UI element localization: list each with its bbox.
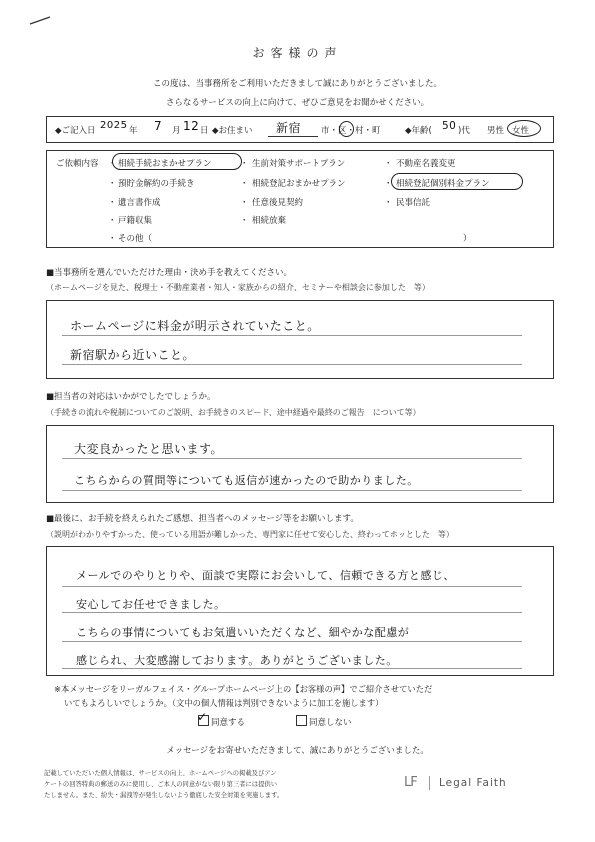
- day-unit: 日: [200, 126, 209, 136]
- year-unit: 年: [129, 126, 138, 136]
- disagree-label: 同意しない: [309, 718, 352, 728]
- q1-answer-box: [46, 300, 554, 379]
- service-other-label: その他（: [118, 234, 153, 244]
- month-unit: 月: [172, 126, 181, 136]
- selected-circle-inheritance: [112, 153, 242, 170]
- gender-female: 女性: [512, 126, 530, 136]
- q1-answer-line-1: ホームページに料金が明示されていたこと。: [70, 319, 320, 333]
- service-deposit: 預貯金解約の手続き: [118, 179, 195, 189]
- gender-male: 男性: [487, 126, 505, 136]
- service-trust: 民事信託: [396, 198, 431, 208]
- q1-heading: ■当事務所を選んでいただけた理由・決め手を教えてください。: [46, 268, 293, 278]
- address-units: 市・区・村・町: [321, 126, 381, 136]
- consent-note-2: いてもよろしいでしょうか。（文中の個人情報は判別できないように加工を施します）: [64, 698, 384, 708]
- check-mark-icon: ✓: [197, 710, 208, 724]
- q3-answer-line-2: 安心してお任せできました。: [76, 598, 226, 611]
- agree-label: 同意する: [211, 718, 246, 728]
- logo-divider: [429, 776, 430, 790]
- q2-answer-line-1: 大変良かったと思います。: [74, 442, 224, 456]
- logo-name: Legal Faith: [439, 777, 507, 789]
- service-other-close: ）: [463, 234, 472, 244]
- q2-heading: ■担当者の対応はいかがでしたでしょうか。: [46, 392, 216, 402]
- thanks-message: メッセージをお寄せいただきまして、誠にありがとうございました。: [166, 746, 429, 756]
- date-month: 7: [154, 119, 163, 133]
- date-year: 2025: [100, 120, 128, 131]
- q3-heading: ■最後に、お手続を終えられたご感想、担当者へのメッセージ等をお願いします。: [46, 514, 359, 524]
- q1-answer-line-2: 新宿駅から近いこと。: [70, 348, 196, 362]
- age-unit: )代: [458, 126, 470, 136]
- service-registration-individual: 相続登記個別料金プラン: [396, 179, 490, 189]
- consent-note-1: ※本メッセージをリーガルフェイス・グループホームページ上の【お客様の声】でご紹介させていただ: [54, 684, 433, 694]
- date-label: ◆ご記入日: [55, 126, 96, 136]
- intro-line-2: さらなるサービスの向上に向けて、ぜひご意見をお聞かせください。: [165, 98, 430, 108]
- footer-line-3: たしません。また、紛失・漏洩等が発生しないよう徹底した安全対策を実施します。: [44, 792, 284, 799]
- female-circle: [507, 120, 541, 137]
- q2-answer-line-2: こちらからの質問等についても返信が速かったので助かりました。: [74, 474, 419, 487]
- service-will: 遺言書作成: [118, 198, 161, 208]
- ward-circle: [339, 121, 354, 137]
- address-label: ◆お住まい: [212, 126, 253, 136]
- service-predeath-plan: 生前対策サポートプラン: [252, 159, 346, 169]
- q2-answer-box: [46, 425, 554, 503]
- service-guardianship: 任意後見契約: [252, 198, 304, 208]
- intro-line-1: この度は、当事務所をご利用いただきまして誠にありがとうございました。: [152, 79, 442, 89]
- address-value: 新宿: [276, 121, 302, 135]
- selected-circle-registration: [391, 173, 523, 190]
- pen-stroke: [28, 14, 52, 26]
- service-registration-plan: 相続登記おまかせプラン: [252, 179, 346, 189]
- date-day: 12: [183, 119, 200, 133]
- disagree-checkbox[interactable]: [296, 715, 307, 726]
- q2-subtext: （手続きの流れや税制についてのご説明、お手続きのスピード、途中経過や最終のご報告 について等）: [46, 408, 421, 417]
- service-realestate: 不動産名義変更: [396, 159, 456, 169]
- q3-subtext: （説明がわかりやすかった、使っている用語が難しかった、専門家に任せて安心した、終わってホッとした 等）: [46, 530, 454, 539]
- service-renunciation: 相続放棄: [252, 216, 287, 226]
- age-label: ◆年齢(: [405, 126, 432, 136]
- service-inheritance-plan: 相続手続おまかせプラン: [118, 159, 212, 169]
- service-family-register: 戸籍収集: [118, 216, 153, 226]
- q1-subtext: （ホームページを見た、税理士・不動産業者・知人・家族からの紹介、セミナーや相談会に参加した 等）: [46, 283, 430, 292]
- logo-mark: LF: [404, 775, 417, 790]
- q3-answer-line-3: こちらの事情についてもお気遣いいただくなど、細やかな配慮が: [76, 626, 410, 639]
- services-label: ご依頼内容: [56, 159, 99, 169]
- q3-answer-line-1: メールでのやりとりや、面談で実際にお会いして、信頼できる方と感じ、: [76, 569, 455, 582]
- footer-line-2: ケートの回答特典の郵送のみに使用し、ご本人の同意がない限り第三者には提供い: [44, 781, 277, 788]
- age-value: 50: [442, 120, 457, 132]
- q3-answer-line-4: 感じられ、大変感謝しております。ありがとうございました。: [76, 654, 398, 667]
- page-title: お客様の声: [252, 46, 343, 60]
- footer-line-1: 記載していただいた個人情報は、サービスの向上、ホームページへの掲載及びアン: [44, 770, 277, 777]
